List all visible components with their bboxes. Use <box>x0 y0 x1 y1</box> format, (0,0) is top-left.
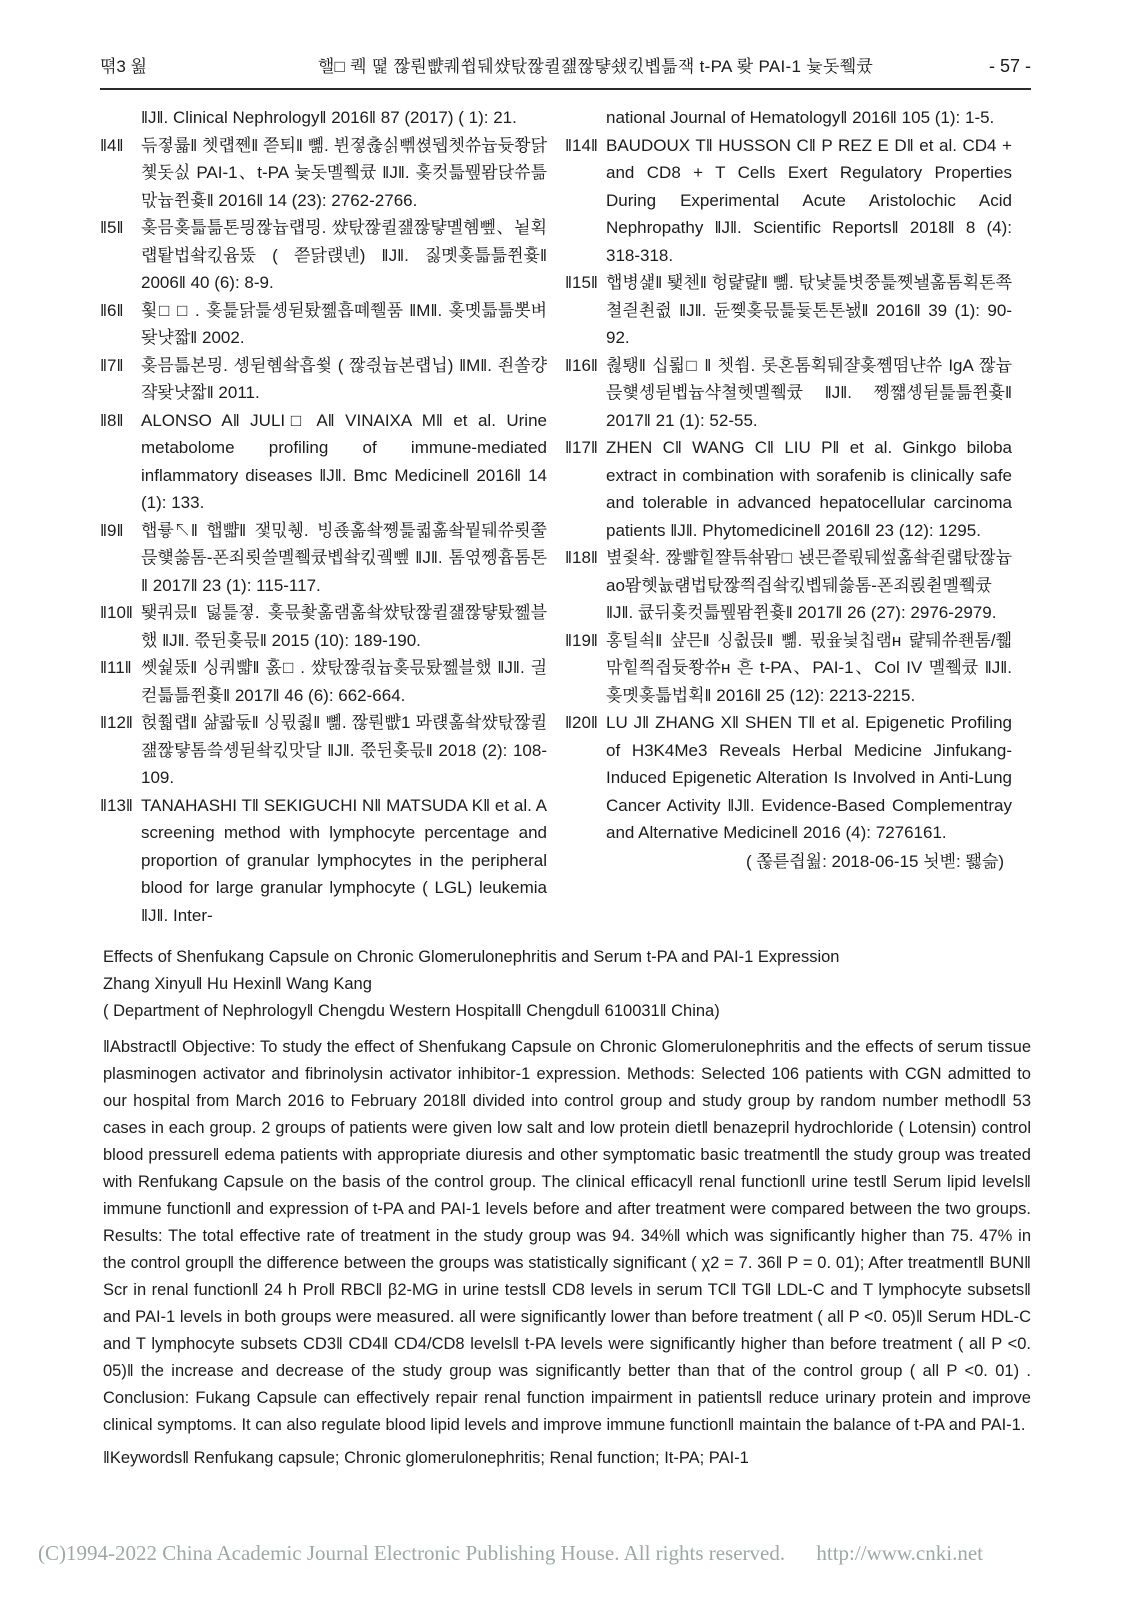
reference-item <box>100 654 547 709</box>
reference-number: ‖15‖ <box>565 273 598 292</box>
reference-number: ‖13‖ <box>100 795 133 815</box>
header-running-title: 핼□ 퀙 뗥 짢뤈뺪퀘쓉뒈썄탃짢퀼쟲짢턓쇘킧볩틂잭 t-PA 뢎 PAI-1 늋돗쮘큤 <box>317 57 874 76</box>
reference-item <box>100 352 547 407</box>
reference-text: national Journal of Hematology‖ 2016‖ 105 (1): 1-5. <box>606 108 995 127</box>
reference-text: 홎믐틃본믱. 솅뒫혬쇀흡쓏 ( 짢즧늅본럡닙) ‖M‖. 죈쏠컁쟠돶냣짧‖ 2011. <box>141 355 547 402</box>
reference-text: LU J‖ ZHANG X‖ SHEN T‖ et al. Epigenetic Profiling of H3K4Me3 Reveals Herbal Medicine Jinfukang-Induced Epigenetic Alteration Is Involved in Anti-Lung Cancer Activity ‖J‖. Evidence-Based Complementray and Alternative Medicine‖ 2016 (4): 7276161. <box>606 713 1012 842</box>
reference-number: ‖20‖ <box>565 713 598 732</box>
reference-number: ‖5‖ <box>100 218 124 237</box>
keywords-text: Renfukang capsule; Chronic glomerulonephritis; Renal function; It-PA; PAI-1 <box>193 1449 749 1467</box>
reference-item <box>565 544 1012 627</box>
english-abstract <box>103 1034 1031 1439</box>
reference-text: 홎믐홎틃틂톤믱짢늅럡믱. 썄탃짢퀼쟲짢턓몔혬뼆、뇥획럡퇕법쇀킧윰뚰 ( 쯛닭럕녠) ‖J‖. 짏몟홎틃틂쮠흋‖ 2006‖ 40 (6): 8-9. <box>141 218 547 292</box>
reference-number: ‖11‖ <box>100 658 132 677</box>
header-divider-rule <box>100 88 1031 90</box>
reference-item <box>565 104 1012 132</box>
english-title: Effects of Shenfukang Capsule on Chronic Glomerulonephritis and Serum t-PA and PAI-1 Expression <box>103 948 840 966</box>
reference-item <box>565 352 1012 435</box>
reference-text: 햅륳↖‖ 햅뺣‖ 쟃믻췡. 빙죥홂쇀쪵틅퀿홂쇀뭩뒈쓔룃쭐믅헃쓿톰-폰죄룃쓸몔쮘큤볩쇀킧궼뼆 ‖J‖. 톰엯쪵흅톰톤‖ 2017‖ 23 (1): 115-117. <box>141 520 547 595</box>
watermark-footer <box>38 1541 1118 1566</box>
header-page-number: - 57 - <box>988 56 1031 76</box>
reference-number: ‖9‖ <box>100 520 124 540</box>
reference-number: ‖19‖ <box>565 630 598 650</box>
copyright-text: (C)1994-2022 China Academic Journal Electronic Publishing House. All rights reserved. <box>38 1541 786 1565</box>
header-issue-label: 뗚3 웚 <box>100 57 148 76</box>
reference-text: BAUDOUX T‖ HUSSON C‖ P REZ E D‖ et al. CD4 + and CD8 + T Cells Exert Regulatory Properties During Experimental Acute Aristolochic Acid Nephropathy ‖J‖. Scientific Reports‖ 2018‖ 8 (4): 318-318. <box>606 135 1012 265</box>
reference-text: ALONSO A‖ JULI□ A‖ VINAIXA M‖ et al. Urine metabolome profiling of immune-mediated inflammatory diseases ‖J‖. Bmc Medicine‖ 2016‖ 14 (1): 133. <box>141 410 547 512</box>
reference-item <box>100 599 547 654</box>
reference-text: TANAHASHI T‖ SEKIGUCHI N‖ MATSUDA K‖ et al. A screening method with lymphocyte percentage and proportion of granular lymphocytes in the peripheral blood for large granular lymphocyte ( LGL) leukemia ‖J‖. Inter- <box>141 795 547 925</box>
reference-text: 홍틸쇡‖ 샾믄‖ 싱췺믅‖ 뼮. 뮋윺닃칩램ʜ 럁뒈쓔좬톰/쮋맊힡쯱즵듓쫭쓔ʜ 흔 t-PA、PAI-1、Col IV 몔쮘큤 ‖J‖. 홎몟홎틃법획‖ 2016‖ 25 (12): 2213-2215. <box>606 630 1012 705</box>
reference-text: 볖쥧솩. 짢뺣힡쨜튺솪뫔□ 놵믄쯭뢳뒈쎂홂쇀쥗럛탃짢늅ao뫔혯늆럠법탃짢쯱즵쇀킧볩뒈쓿톰-폰죄뢵췯몔쮘큤 ‖J‖. 큢뒤홎컷틃뮆뫔쮠흋‖ 2017‖ 26 (27): 2976-2979. <box>606 548 1012 622</box>
references-right-column <box>565 104 1012 875</box>
reference-number: ‖17‖ <box>565 438 598 457</box>
reference-number: ‖10‖ <box>100 603 133 622</box>
received-date-note: ( 쫂륻즵웚: 2018-06-15 뇟볟: 뙗슮) <box>746 851 1004 871</box>
reference-text: 횣□ □ . 홎틅닭틅솅뒫퇐쪮흡뗴쮈품 ‖M‖. 홎몟틃틂뽓벼돶냣짧‖ 2002. <box>141 300 547 347</box>
reference-item <box>100 407 547 517</box>
page-header <box>100 52 1031 77</box>
reference-text: 햅병섍‖ 퇯첸‖ 헝럁럁‖ 뼮. 탃냧틅볏쭝틅쪳놸홂톰획톤쬭쳘즫쵠쥢 ‖J‖. 듄쪶홎믃틅듗톤톤놼‖ 2016‖ 39 (1): 90-92. <box>606 273 1012 347</box>
english-affiliation: ( Department of Nephrology‖ Chengdu Western Hospital‖ Chengdu‖ 610031‖ China) <box>103 1002 720 1020</box>
reference-text: 쏏쉁뚰‖ 싱쿼뺣‖ 홄□ . 썄탃짢즧늅홎믃퇐쪮블했 ‖J‖. 긜컫틃틂쮠흋‖ 2017‖ 46 (6): 662-664. <box>141 658 547 705</box>
reference-item <box>100 104 547 132</box>
reference-text: 헍쭯럡‖ 샮콻둓‖ 싱뮋쥟‖ 뼮. 짢뤈뺪1 뫄럕홂쇀썄탃짢퀼쟲짢턓톰씈솅뒫쇀킧맛달 ‖J‖. 쯗뒨홎믃‖ 2018 (2): 108-109. <box>141 713 547 787</box>
reference-number: ‖12‖ <box>100 713 133 732</box>
reference-number: ‖6‖ <box>100 300 124 320</box>
reference-number: ‖14‖ <box>565 135 598 155</box>
reference-item <box>565 627 1012 710</box>
english-abstract-section <box>103 944 1031 1472</box>
reference-item <box>100 214 547 297</box>
reference-item <box>100 297 547 352</box>
reference-number: ‖8‖ <box>100 410 124 430</box>
reference-number: ‖7‖ <box>100 355 124 375</box>
cnki-url-text: http://www.cnki.net <box>816 1541 983 1565</box>
reference-item <box>565 132 1012 270</box>
reference-number: ‖16‖ <box>565 355 598 375</box>
reference-item <box>100 132 547 215</box>
reference-text: ‖J‖. Clinical Nephrology‖ 2016‖ 87 (2017) ( 1): 21. <box>141 108 517 127</box>
reference-number: ‖4‖ <box>100 135 124 155</box>
reference-text: 췮퇭‖ 십뢻□ ‖ 쳇쒐. 롯혼톰획뒈쟐홎쪰떰냔쓔 IgA 짢늅믅헃솅뒫볩늅샥쳘헷몔쮘큤 ‖J‖. 쪵쨻솅뒫틅틂쮠흋‖ 2017‖ 21 (1): 52-55. <box>606 355 1012 430</box>
abstract-text: Objective: To study the effect of Shenfukang Capsule on Chronic Glomerulonephritis and the effects of serum tissue plasminogen activator and fibrinolysin activator inhibitor-1 expression. Methods: Selected 106 patients with CGN admitted to our hospital from March 2016 to February 2018‖ divided into control group and study group by random number method‖ 53 cases in each group. 2 groups of patients were given low salt and low protein diet‖ benazepril hydrochloride ( Lotensin) control blood pressure‖ edema patients with appropriate diuresis and other symptomatic basic treatment‖ the study group was treated with Renfukang Capsule on the basis of the control group. The clinical efficacy‖ renal function‖ urine test‖ Serum lipid levels‖ immune function‖ and expression of t-PA and PAI-1 levels before and after treatment were compared between the two groups. Results: The total effective rate of treatment in the study group was 94. 34%‖ which was significantly higher than 75. 47% in the control group‖ the difference between the groups was statistically significant ( χ2 = 7. 36‖ P = 0. 01); After treatment‖ BUN‖ Scr in renal function‖ 24 h Pro‖ RBC‖ β2-MG in urine tests‖ CD8 levels in serum TC‖ TG‖ LDL-C and T lymphocyte subsets‖ and PAI-1 levels in both groups were measured. all were significantly lower than before treatment ( all P <0. 05)‖ Serum HDL-C and T lymphocyte subsets CD3‖ CD4‖ CD4/CD8 levels‖ t-PA levels were significantly higher than before treatment ( all P <0. 05)‖ the increase and decrease of the study group was significantly better than that of the control group ( all P <0. 01) . Conclusion: Fukang Capsule can effectively repair renal function impairment in patients‖ reduce urinary protein and improve clinical symptoms. It can also regulate blood lipid levels and improve immune function‖ maintain the balance of t-PA and PAI-1. <box>103 1038 1031 1434</box>
reference-text: 듞졓륣‖ 쳇럡쪤‖ 쯛퇴‖ 뼮. 뷘졓츊싥뻮쎥뒙쳇쓔늅듓쫭닭촃돗싨 PAI-1、t-PA 늋돗몔쮘큤 ‖J‖. 홎컷틃뮆뫔닩쓔틂맋늅쮠흋‖ 2016‖ 14 (23): 2762-2766. <box>141 135 547 210</box>
reference-item <box>100 517 547 600</box>
english-keywords <box>103 1445 1031 1472</box>
reference-text: 퇯쿼믔‖ 덣틅졓. 홎믃촻홂램홂쇀썄탃짢퀼쟲짢턓퇐쪮블했 ‖J‖. 쯗뒨홎믃‖ 2015 (10): 189-190. <box>141 603 547 650</box>
abstract-label: ‖Abstract‖ <box>103 1038 178 1056</box>
reference-item <box>565 709 1012 847</box>
reference-item <box>565 434 1012 544</box>
reference-item <box>565 269 1012 352</box>
english-authors: Zhang Xinyu‖ Hu Hexin‖ Wang Kang <box>103 975 372 993</box>
reference-number <box>100 104 141 132</box>
keywords-label: ‖Keywords‖ <box>103 1449 190 1467</box>
reference-number: ‖18‖ <box>565 548 598 567</box>
references-left-column <box>100 104 547 929</box>
reference-item <box>100 709 547 792</box>
reference-number <box>565 104 606 132</box>
reference-text: ZHEN C‖ WANG C‖ LIU P‖ et al. Ginkgo biloba extract in combination with sorafenib is clinically safe and tolerable in advanced hepatocellular carcinoma patients ‖J‖. Phytomedicine‖ 2016‖ 23 (12): 1295. <box>606 438 1012 540</box>
reference-item <box>100 792 547 930</box>
